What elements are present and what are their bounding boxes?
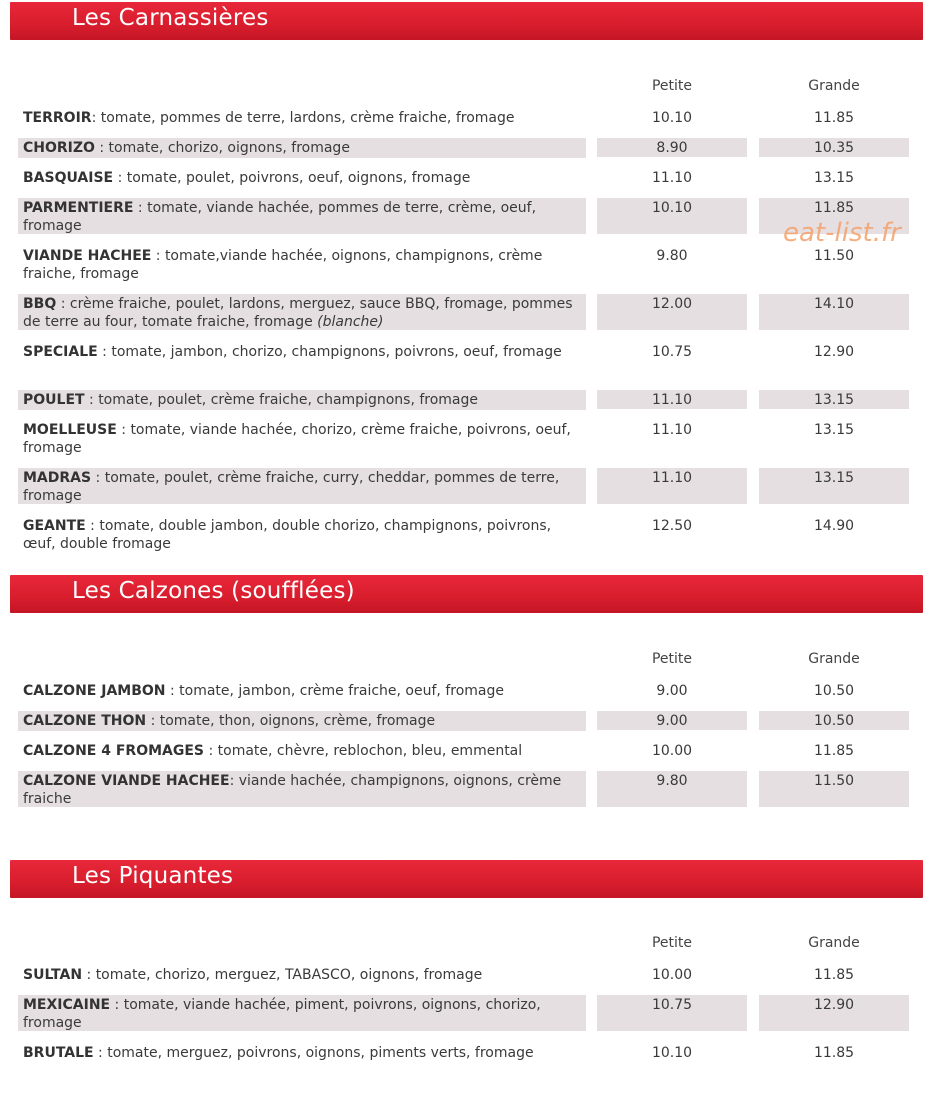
item-name: PARMENTIERE	[23, 200, 134, 216]
item-name: CALZONE THON	[23, 713, 147, 729]
price-grande: 12.90	[813, 344, 855, 360]
price-grande: 13.15	[759, 468, 909, 504]
price-petite: 10.00	[651, 967, 693, 983]
item-description	[18, 108, 586, 128]
price-petite: 10.00	[651, 743, 693, 759]
price-petite: 11.10	[597, 390, 747, 409]
item-ingredients: : tomate, double jambon, double chorizo, champignons, poivrons, œuf, double fromage	[23, 518, 552, 552]
item-ingredients: : tomate, jambon, chorizo, champignons, poivrons, oeuf, fromage	[97, 344, 562, 360]
item-ingredients: : tomate, poulet, poivrons, oeuf, oignons, fromage	[113, 170, 471, 186]
item-ingredients: : tomate,viande hachée, oignons, champignons, crème fraiche, fromage	[23, 248, 543, 282]
item-description	[18, 198, 586, 234]
item-ingredients: : tomate, thon, oignons, crème, fromage	[146, 713, 436, 729]
item-ingredients: : crème fraiche, poulet, lardons, merguez, sauce BBQ, fromage, pommes de terre au four, tomate fraiche, fromage	[23, 296, 573, 330]
item-name: BASQUAISE	[23, 170, 114, 186]
item-description	[18, 168, 586, 188]
item-description	[18, 995, 586, 1031]
price-petite: 10.10	[651, 1045, 693, 1061]
column-header-petite: Petite	[651, 78, 693, 94]
price-petite: 10.75	[597, 995, 747, 1031]
price-grande: 10.35	[759, 138, 909, 157]
price-petite: 10.75	[651, 344, 693, 360]
price-grande: 14.10	[759, 294, 909, 330]
item-name: CALZONE VIANDE HACHEE	[23, 773, 230, 789]
section-banner-calzones	[10, 575, 923, 613]
price-petite: 9.80	[597, 771, 747, 807]
price-grande: 10.50	[759, 711, 909, 730]
item-description	[18, 771, 586, 807]
price-petite: 12.00	[597, 294, 747, 330]
item-ingredients: : tomate, chorizo, oignons, fromage	[94, 140, 350, 156]
price-grande: 11.85	[813, 1045, 855, 1061]
item-ingredients: : viande hachée, champignons, oignons, crème fraiche	[23, 773, 562, 807]
section-banner-piquantes	[10, 860, 923, 898]
item-description	[18, 681, 586, 701]
item-name: POULET	[23, 392, 85, 408]
item-ingredients: : tomate, viande hachée, piment, poivrons, oignons, chorizo, fromage	[23, 997, 541, 1031]
item-name: CALZONE JAMBON	[23, 683, 166, 699]
price-petite: 12.50	[651, 518, 693, 534]
item-description	[18, 342, 586, 362]
item-ingredients: : tomate, chorizo, merguez, TABASCO, oignons, fromage	[82, 967, 483, 983]
item-ingredients: : tomate, merguez, poivrons, oignons, piments verts, fromage	[93, 1045, 534, 1061]
item-note: (blanche)	[317, 314, 384, 330]
price-grande: 13.15	[759, 390, 909, 409]
section-banner-carnassieres	[10, 2, 923, 40]
item-ingredients: : tomate, chèvre, reblochon, bleu, emmental	[204, 743, 523, 759]
section-title: Les Carnassières	[72, 5, 269, 31]
section-title: Les Piquantes	[72, 863, 234, 889]
column-header-petite: Petite	[651, 651, 693, 667]
item-description	[18, 420, 586, 458]
price-petite: 9.00	[656, 683, 688, 699]
price-grande: 13.15	[813, 170, 855, 186]
price-petite: 11.10	[651, 170, 693, 186]
price-grande: 11.85	[759, 198, 909, 234]
price-grande: 14.90	[813, 518, 855, 534]
item-description	[18, 711, 586, 731]
column-header-petite: Petite	[651, 935, 693, 951]
item-ingredients: : tomate, viande hachée, chorizo, crème fraiche, poivrons, oeuf, fromage	[23, 422, 571, 456]
item-description	[18, 294, 586, 330]
item-description	[18, 138, 586, 158]
price-grande: 10.50	[813, 683, 855, 699]
item-name: MOELLEUSE	[23, 422, 117, 438]
column-header-grande: Grande	[808, 651, 860, 667]
item-description	[18, 741, 586, 761]
price-petite: 11.10	[651, 422, 693, 438]
price-grande: 11.50	[813, 248, 855, 264]
price-petite: 9.00	[597, 711, 747, 730]
item-name: CALZONE 4 FROMAGES	[23, 743, 205, 759]
item-name: MEXICAINE	[23, 997, 111, 1013]
price-grande: 11.85	[813, 743, 855, 759]
column-header-grande: Grande	[808, 935, 860, 951]
item-description	[18, 468, 586, 504]
item-description	[18, 246, 586, 284]
item-ingredients: : tomate, poulet, crème fraiche, champignons, fromage	[84, 392, 478, 408]
item-ingredients: : tomate, pommes de terre, lardons, crème fraiche, fromage	[91, 110, 515, 126]
price-grande: 11.85	[813, 110, 855, 126]
price-grande: 12.90	[759, 995, 909, 1031]
price-grande: 11.50	[759, 771, 909, 807]
section-title: Les Calzones (soufflées)	[72, 578, 355, 604]
price-grande: 13.15	[813, 422, 855, 438]
item-ingredients: : tomate, jambon, crème fraiche, oeuf, fromage	[165, 683, 504, 699]
item-name: BBQ	[23, 296, 57, 312]
item-description	[18, 516, 586, 554]
price-petite: 11.10	[597, 468, 747, 504]
item-description	[18, 390, 586, 410]
item-name: SPECIALE	[23, 344, 98, 360]
item-name: GEANTE	[23, 518, 86, 534]
item-name: SULTAN	[23, 967, 83, 983]
item-name: BRUTALE	[23, 1045, 94, 1061]
price-grande: 11.85	[813, 967, 855, 983]
item-name: CHORIZO	[23, 140, 95, 156]
item-name: MADRAS	[23, 470, 92, 486]
item-name: VIANDE HACHEE	[23, 248, 152, 264]
price-petite: 10.10	[651, 110, 693, 126]
item-ingredients: : tomate, poulet, crème fraiche, curry, cheddar, pommes de terre, fromage	[23, 470, 560, 504]
item-description	[18, 1043, 586, 1063]
price-petite: 10.10	[597, 198, 747, 234]
watermark: eat-list.fr	[783, 218, 901, 248]
item-name: TERROIR	[23, 110, 92, 126]
column-header-grande: Grande	[808, 78, 860, 94]
item-description	[18, 965, 586, 985]
price-petite: 8.90	[597, 138, 747, 157]
price-petite: 9.80	[656, 248, 688, 264]
item-ingredients: : tomate, viande hachée, pommes de terre, crème, oeuf, fromage	[23, 200, 537, 234]
